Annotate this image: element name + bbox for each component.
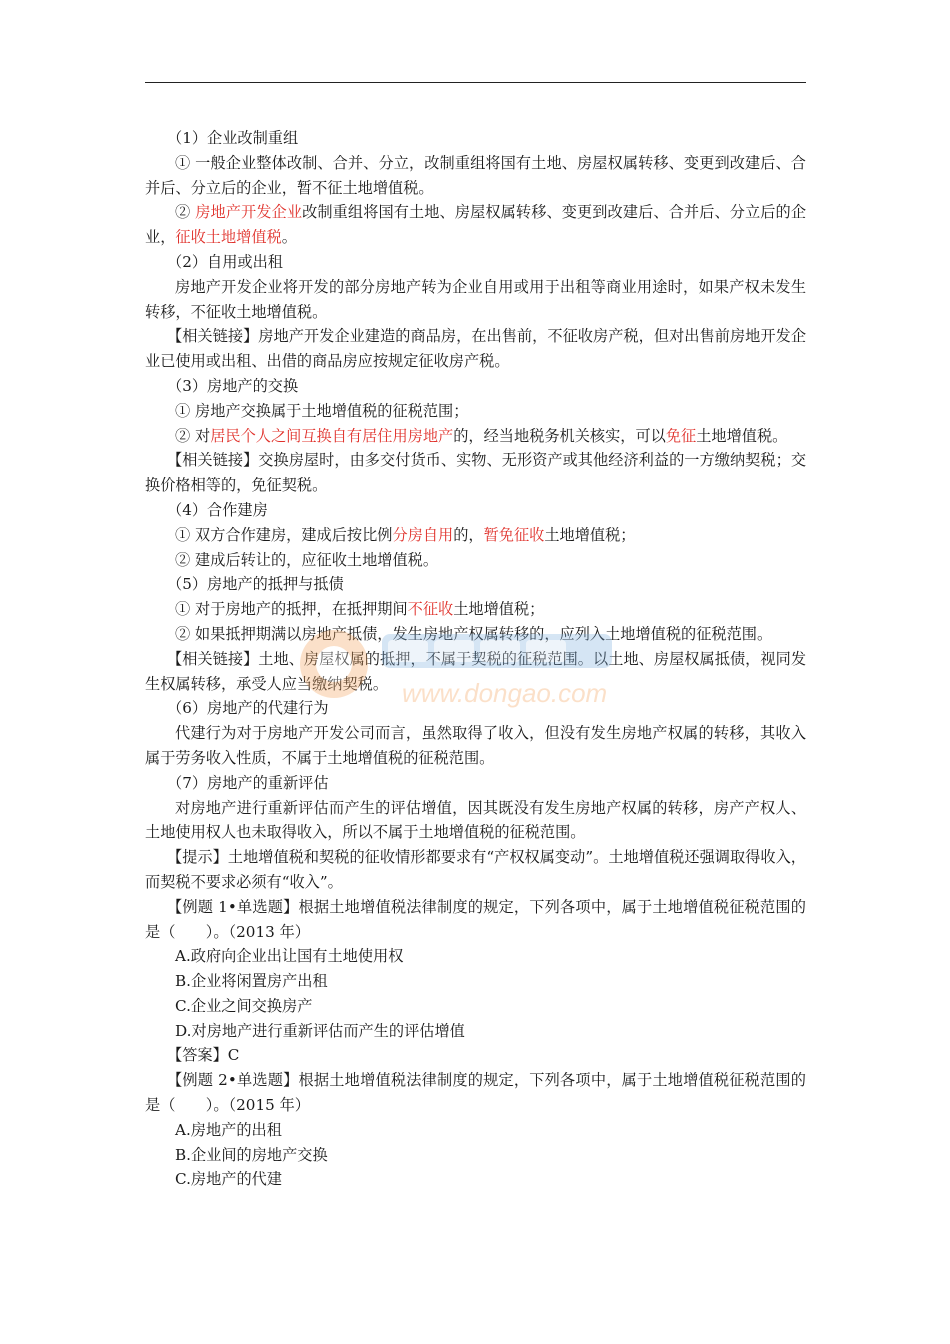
paragraph: 对房地产进行重新评估而产生的评估增值，因其既没有发生房地产权属的转移，房产产权人、土地使用权人也未取得收入，所以不属于土地增值税的征税范围。 [145,798,806,842]
watermark-url: www.dongao.com [402,678,608,708]
paragraph: 代建行为对于房地产开发公司而言，虽然取得了收入，但没有发生房地产权属的转移，其收入属于劳务收入性质，不属于土地增值税的征税范围。 [145,724,806,767]
document-body [145,126,806,1192]
option-a: A.政府向企业出让国有土地使用权 [175,947,404,966]
paragraph: ② 建成后转让的，应征收土地增值税。 [175,550,439,569]
highlight-text: 不征收 [407,600,454,619]
paragraph: ② 如果抵押期满以房地产抵债，发生房地产权属转移的，应列入土地增值税的征税范围。 [175,624,773,643]
section-heading-2: （2）自用或出租 [167,252,283,271]
related-link-note: 【相关链接】房地产开发企业建造的商品房，在出售前，不征收房产税，但对出售前房地开发企业已使用或出租、出借的商品房应按规定征收房产税。 [145,327,806,371]
option-a: A.房地产的出租 [175,1120,282,1139]
paragraph: ② 对居民个人之间互换自有居住用房地产的，经当地税务机关核实，可以免征土地增值税。 [175,426,788,445]
option-d: D.对房地产进行重新评估而产生的评估增值 [175,1021,465,1040]
highlight-text: 房地产开发企业 [195,203,303,222]
tip-note: 【提示】土地增值税和契税的征收情形都要求有“产权权属变动”。土地增值税还强调取得收入，而契税不要求必须有“收入”。 [145,848,806,891]
section-heading-4: （4）合作建房 [167,500,268,519]
header-rule [145,82,806,83]
answer: 【答案】C [167,1046,240,1065]
option-c: C.房地产的代建 [175,1170,283,1189]
highlight-text: 分房自用 [392,525,454,544]
section-heading-6: （6）房地产的代建行为 [167,699,329,718]
paragraph: 房地产开发企业将开发的部分房地产转为企业自用或用于出租等商业用途时，如果产权未发生转移，不征收土地增值税。 [145,277,806,321]
option-c: C.企业之间交换房产 [175,996,313,1015]
option-b: B.企业间的房地产交换 [175,1145,328,1164]
highlight-text: 居民个人之间互换自有居住用房地产 [210,426,454,445]
paragraph: ② 房地产开发企业改制重组将国有土地、房屋权属转移、变更到改建后、合并后、分立后的企业，征收土地增值税。 [145,203,807,247]
paragraph: ① 一般企业整体改制、合并、分立，改制重组将国有土地、房屋权属转移、变更到改建后、合并后、分立后的企业，暂不征土地增值税。 [145,153,806,197]
paragraph: ① 房地产交换属于土地增值税的征税范围； [175,401,469,420]
related-link-note: 【相关链接】交换房屋时，由多交付货币、实物、无形资产或其他经济利益的一方缴纳契税；交换价格相等的，免征契税。 [145,451,806,495]
related-link-note: 【相关链接】土地、房屋权属的抵押，不属于契税的征税范围。以土地、房屋权属抵债，视同发生权属转移，承受人应当缴纳契税。 [145,649,806,693]
highlight-text: 免征 [665,426,697,445]
section-heading-3: （3）房地产的交换 [167,376,299,395]
highlight-text: 暂免征收 [483,525,545,544]
section-heading-5: （5）房地产的抵押与抵债 [167,575,344,594]
section-heading-7: （7）房地产的重新评估 [167,773,329,792]
paragraph: ① 对于房地产的抵押，在抵押期间不征收土地增值税； [175,600,545,619]
example-question-1: 【例题 1•单选题】根据土地增值税法律制度的规定，下列各项中，属于土地增值税征税范围的是（ ）。（2013 年） [145,897,806,941]
paragraph: ① 双方合作建房，建成后按比例分房自用的，暂免征收土地增值税； [175,525,636,544]
example-question-2: 【例题 2•单选题】根据土地增值税法律制度的规定，下列各项中，属于土地增值税征税范围的是（ ）。（2015 年） [145,1071,806,1115]
option-b: B.企业将闲置房产出租 [175,972,328,991]
highlight-text: 征收土地增值税 [175,228,282,247]
section-heading-1: （1）企业改制重组 [167,129,299,147]
